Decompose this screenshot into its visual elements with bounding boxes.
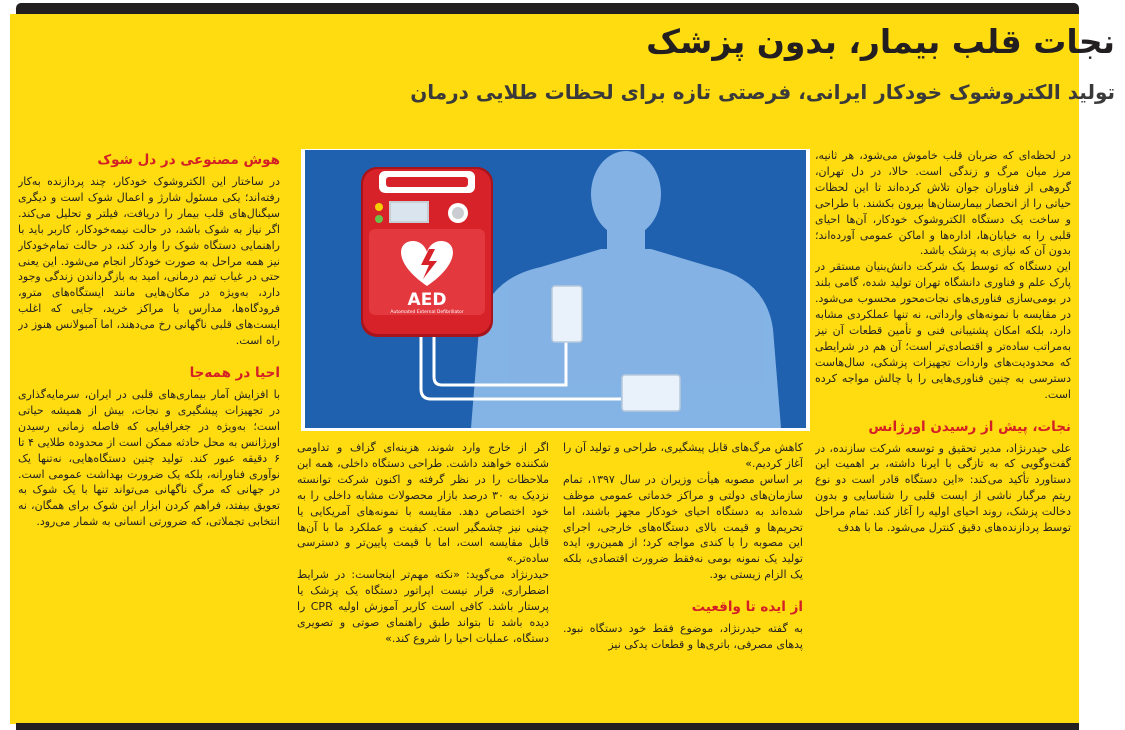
aed-illustration-svg bbox=[301, 149, 810, 431]
electrode-pad-upper bbox=[552, 286, 582, 342]
paragraph: کاهش مرگ‌های قابل پیشگیری، طراحی و تولید آن را آغاز کردیم.» bbox=[563, 441, 803, 470]
article-subtitle: تولید الکتروشوک خودکار ایرانی، فرصتی تازه برای لحظات طلایی درمان bbox=[410, 80, 1115, 104]
paragraph: این دستگاه که توسط یک شرکت دانش‌بنیان مستقر در پارک علم و فناوری دانشگاه تهران تولید شده، گامی بلند در بومی‌سازی فناوری‌های نجات‌محور محسوب می‌شود. در مقایسه با نمونه‌های وارداتی، نه تنها عملکردی مشابه دارد، بلکه امکان پشتیبانی فنی و تأمین قطعات آن نیز به‌مراتب ساده‌تر و اقتصادی‌تر است؛ آن هم در شرایطی که محدودیت‌های واردات تجهیزات پزشکی، سال‌هاست دسترسی به چنین فناوری‌هایی را با چالش مواجه کرده است. bbox=[815, 260, 1071, 401]
top-bar bbox=[16, 3, 1079, 14]
aed-illustration bbox=[301, 149, 810, 431]
paragraph: به گفته حیدرنژاد، موضوع فقط خود دستگاه نبود. پدهای مصرفی، باتری‌ها و قطعات یدکی نیز bbox=[563, 622, 803, 652]
paragraph: بر اساس مصوبه هیأت وزیران در سال ۱۳۹۷، تمام سازمان‌های دولتی و مراکز خدماتی عمومی موظف شده‌اند به دستگاه احیای خودکار مجهز باشند، اما تحریم‌ها و قیمت بالای دستگاه‌های خارجی، اجرای این مصوبه را با کندی مواجه کرد؛ از همین‌رو، ایده تولید یک نمونه بومی نه‌فقط ضرورت اقتصادی، بلکه یک الزام زیستی بود. bbox=[563, 472, 803, 582]
column-center-left bbox=[297, 440, 549, 710]
column-left bbox=[18, 148, 280, 708]
paragraph: حیدرنژاد می‌گوید: «نکته مهم‌تر اینجاست: در شرایط اضطراری، قرار نیست اپراتور دستگاه یک پزشک یا پرستار باشد. کافی است کاربر آموزش اولیه CPR را دیده باشد تا بتواند طبق راهنمای صوتی و تصویری دستگاه، عملیات احیا را شروع کند.» bbox=[297, 568, 549, 645]
aed-label: AED bbox=[407, 290, 447, 310]
section-heading: هوش مصنوعی در دل شوک bbox=[97, 152, 280, 168]
column-right bbox=[815, 148, 1071, 703]
paragraph: علی حیدرنژاد، مدیر تحقیق و توسعه شرکت سازنده، در گفت‌وگویی که به تازگی با ایرنا داشته، بر اهمیت این دستاورد تأکید می‌کند: «این دستگاه قادر است دو نوع ریتم مرگبار ناشی از ایست قلبی را شناسایی و بدون دخالت پزشک، روند احیای اولیه را آغاز کند. تمام مراحل توسط پردازنده‌های دقیق کنترل می‌شود. ما با هدف bbox=[815, 441, 1071, 535]
paragraph: اگر از خارج وارد شوند، هزینه‌ای گزاف و تداومی شکننده خواهند داشت. طراحی دستگاه داخلی، همه این ملاحظات را در نظر گرفته و اکنون شرکت توانسته نزدیک به ۳۰ درصد بازار محصولات مشابه داخلی را به خود اختصاص دهد. مقایسه با نمونه‌های آمریکایی یا چینی نیز چشمگیر است. کیفیت و عملکرد ما با آن‌ها قابل مقایسه است، اما با قیمت پایین‌تر و دسترسی ساده‌تر.» bbox=[297, 441, 549, 566]
bottom-bar bbox=[16, 723, 1079, 730]
paragraph: با افزایش آمار بیماری‌های قلبی در ایران، سرمایه‌گذاری در تجهیزات پیشگیری و نجات، بیش از همیشه حیاتی است؛ به‌ویژه در جغرافیایی که فاصله زمانی رسیدن اورژانس به محل حادثه ممکن است از محدوده طلایی ۴ تا ۶ دقیقه عبور کند. تولید چنین دستگاه‌هایی، نه‌تنها یک نوآوری فناورانه، بلکه یک ضرورت بهداشت عمومی است. در جهانی که مرگ ناگهانی می‌تواند تنها با یک شوک به تعویق بیفتد، فراهم کردن ابزار این شوک برای همگان، نه انتخابی تجملاتی، که ضرورتی انسانی به شمار می‌رود. bbox=[18, 387, 280, 529]
paragraph: در لحظه‌ای که ضربان قلب خاموش می‌شود، هر ثانیه، مرز میان مرگ و زندگی است. حالا، در دل تهران، گروهی از فناوران جوان تلاش کرده‌اند تا این لحظات حیاتی را از انحصار بیمارستان‌ها بیرون بکشند. با طراحی و ساخت یک دستگاه الکتروشوک خودکار، آن‌ها احیای قلبی را به خیابان‌ها، اداره‌ها و اماکن عمومی آورده‌اند؛ بدون آن که نیازی به پزشک باشد. bbox=[815, 149, 1071, 258]
column-center-right bbox=[563, 440, 803, 710]
aed-sub-label: Automated External Defibrillator bbox=[390, 310, 464, 315]
article-title: نجات قلب بیمار، بدون پزشک bbox=[646, 22, 1115, 61]
section-heading: احیا در همه‌جا bbox=[189, 364, 280, 381]
electrode-pad-lower bbox=[622, 375, 680, 411]
section-heading: از ایده تا واقعیت bbox=[691, 599, 803, 616]
section-heading: نجات، پیش از رسیدن اورژانس bbox=[868, 418, 1071, 435]
aed-device-icon bbox=[361, 167, 493, 337]
paragraph: در ساختار این الکتروشوک خودکار، چند پردازنده به‌کار رفته‌اند؛ یکی مسئول شارژ و اعمال شوک است و دیگری سیگنال‌های قلب بیمار را دریافت، فیلتر و تحلیل می‌کند. اگر نیاز به شوک باشد، در حالت نیمه‌خودکار، کاربر باید با راهنمایی دستگاه شوک را وارد کند، در حالت تمام‌خودکار نیز همه مراحل به صورت خودکار انجام می‌شود. این یعنی حتی در غیاب تیم درمانی، امید به بازگرداندن زندگی وجود دارد، به‌ویژه در مکان‌هایی مانند ایستگاه‌های مترو، فرودگاه‌ها، مدارس یا مراکز خرید، جایی که اغلب ایست‌های قلبی ناگهانی رخ می‌دهند، اما آمبولانس هنوز در راه است. bbox=[18, 175, 280, 348]
